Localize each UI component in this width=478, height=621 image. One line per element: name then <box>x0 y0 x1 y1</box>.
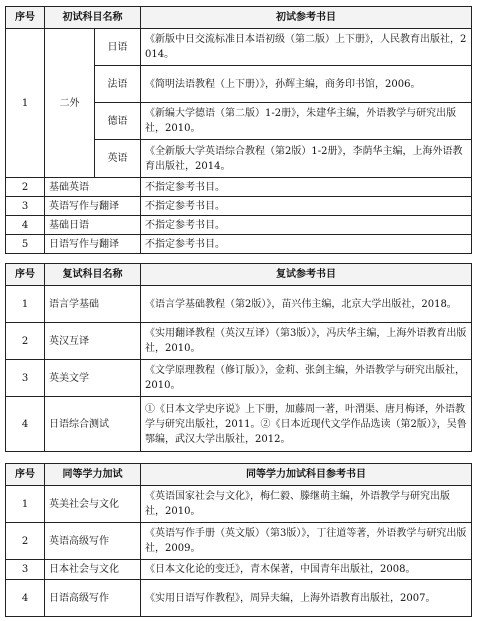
reference-book: 《英语写作手册（英文版）（第3版）》，丁往道等著，外语教学与研究出版社，2009。 <box>141 523 472 560</box>
table-row <box>6 29 472 66</box>
table-row <box>6 216 472 235</box>
equivalent-test-table <box>5 463 472 617</box>
table-row <box>6 580 472 617</box>
subject-name: 英语高级写作 <box>45 523 141 560</box>
language-name: 日语 <box>95 29 141 66</box>
table-row <box>6 178 472 197</box>
subject-name: 日语综合测试 <box>45 397 141 452</box>
reference-book: 《实用日语写作教程》，周异夫编，上海外语教育出版社，2007。 <box>141 580 472 617</box>
table-row <box>6 286 472 323</box>
row-number: 5 <box>6 235 45 254</box>
reference-book: 《文学原理教程（修订版）》，金莉、张剑主编，外语教学与研究出版社，2010。 <box>141 360 472 397</box>
subject-name: 基础日语 <box>45 216 141 235</box>
row-number: 2 <box>6 523 45 560</box>
reference-book: 不指定参考书目。 <box>141 197 472 216</box>
table-row <box>6 397 472 452</box>
col-header-books: 初试参考书目 <box>141 7 472 29</box>
table-row <box>6 197 472 216</box>
table-header-row <box>6 264 472 286</box>
row-number: 4 <box>6 580 45 617</box>
table-row <box>6 235 472 254</box>
reference-book: 《新编大学德语（第二版）1-2册》，朱建华主编，外语教学与研究出版社，2010。 <box>141 103 472 140</box>
reference-book: 《简明法语教程（上下册）》，孙辉主编，商务印书馆，2006。 <box>141 66 472 103</box>
reference-book: 《日本文化论的变迁》，青木保著，中国青年出版社，2008。 <box>141 560 472 580</box>
row-number: 2 <box>6 323 45 360</box>
subject-name: 日语写作与翻译 <box>45 235 141 254</box>
row-number: 1 <box>6 486 45 523</box>
col-header-subject: 复试科目名称 <box>45 264 141 286</box>
col-header-subject: 同等学力加试 <box>45 464 141 486</box>
row-number: 3 <box>6 197 45 216</box>
reference-book: 《英语国家社会与文化》，梅仁毅、滕继萌主编，外语教学与研究出版社，2010。 <box>141 486 472 523</box>
language-name: 德语 <box>95 103 141 140</box>
row-number: 2 <box>6 178 45 197</box>
table-row <box>6 323 472 360</box>
reference-book: 《新版中日交流标准日本语初级（第二版）上下册》，人民教育出版社，2014。 <box>141 29 472 66</box>
row-number: 3 <box>6 560 45 580</box>
subject-name: 日语高级写作 <box>45 580 141 617</box>
reference-book: 《实用翻译教程（英汉互译）（第3版）》，冯庆华主编，上海外语教育出版社，2010。 <box>141 323 472 360</box>
reference-book: 《全新版大学英语综合教程（第2版）1-2册》，李荫华主编，上海外语教育出版社，2014。 <box>141 140 472 178</box>
col-header-no: 序号 <box>6 264 45 286</box>
col-header-books: 同等学力加试科目参考书目 <box>141 464 472 486</box>
initial-exam-table <box>5 6 472 254</box>
reference-book: 不指定参考书目。 <box>141 235 472 254</box>
row-number: 1 <box>6 29 45 178</box>
subject-name: 二外 <box>45 29 95 178</box>
subject-name: 语言学基础 <box>45 286 141 323</box>
table-row <box>6 486 472 523</box>
subject-name: 日本社会与文化 <box>45 560 141 580</box>
reference-book: 不指定参考书目。 <box>141 216 472 235</box>
reference-book: 不指定参考书目。 <box>141 178 472 197</box>
col-header-subject: 初试科目名称 <box>45 7 141 29</box>
col-header-no: 序号 <box>6 464 45 486</box>
table-row <box>6 360 472 397</box>
subject-name: 基础英语 <box>45 178 141 197</box>
language-name: 英语 <box>95 140 141 178</box>
reference-book: 《语言学基础教程（第2版）》，苗兴伟主编，北京大学出版社，2018。 <box>141 286 472 323</box>
reference-book: ①《日本文学史序说》上下册，加藤周一著，叶渭渠、唐月梅译，外语教学与研究出版社，2011。②《日本近现代文学作品选读（第2版）》，吴鲁鄂编，武汉大学出版社，2012。 <box>141 397 472 452</box>
row-number: 3 <box>6 360 45 397</box>
col-header-no: 序号 <box>6 7 45 29</box>
table-header-row <box>6 464 472 486</box>
table-row <box>6 523 472 560</box>
row-number: 4 <box>6 397 45 452</box>
subject-name: 英美社会与文化 <box>45 486 141 523</box>
table-header-row <box>6 7 472 29</box>
subject-name: 英汉互译 <box>45 323 141 360</box>
subject-name: 英美文学 <box>45 360 141 397</box>
subject-name: 英语写作与翻译 <box>45 197 141 216</box>
language-name: 法语 <box>95 66 141 103</box>
row-number: 4 <box>6 216 45 235</box>
retest-table <box>5 263 472 452</box>
table-row <box>6 560 472 580</box>
row-number: 1 <box>6 286 45 323</box>
col-header-books: 复试参考书目 <box>141 264 472 286</box>
